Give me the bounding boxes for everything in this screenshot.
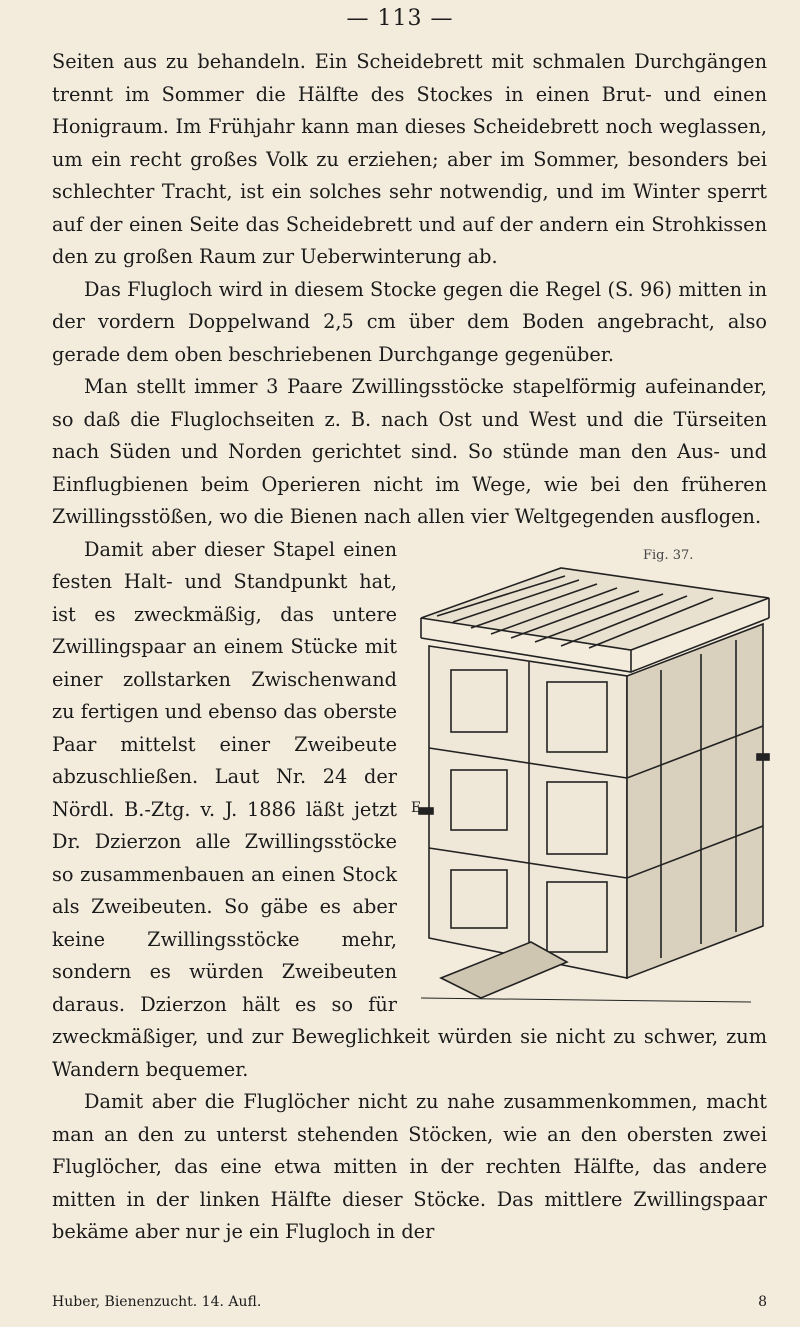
paragraph-4	[52, 534, 767, 1087]
paragraph-1: Seiten aus zu behandeln. Ein Scheidebrett mit schmalen Durchgängen trennt im Sommer die Hälfte des Stockes in einen Brut- und einen Honigraum. Im Frühjahr kann man dieses Scheidebrett noch weglassen, um ein recht großes Volk zu erziehen; aber im Sommer, besonders bei schlechter Tracht, ist ein solches sehr notwendig, und im Winter sperrt auf der einen Seite das Scheidebrett und auf der andern ein Strohkissen den zu großen Raum zur Ueberwinterung ab.	[52, 50, 767, 268]
footer-source: Huber, Bienenzucht. 14. Aufl.	[52, 1294, 262, 1310]
paragraph-5: Damit aber die Fluglöcher nicht zu nahe zusammenkommen, macht man an den zu unterst stehenden Stöcken, wie an den obersten zwei Fluglöcher, das eine etwa mitten in der rechten Hälfte, das andere mitten in der linken Hälfte dieser Stöcke. Das mittlere Zwillingspaar bekäme aber nur je ein Flugloch in der	[52, 1090, 767, 1243]
page-number: — 113 —	[346, 6, 454, 31]
paragraph-4-text: Damit aber dieser Stapel einen festen Halt- und Standpunkt hat, ist es zweckmäßig, das untere Zwillingspaar an einem Stücke mit einer zollstarken Zwischenwand zu fertigen und ebenso das oberste Paar mittelst einer Zweibeute abzuschließen. Laut Nr. 24 der Nördl. B.-Ztg. v. J. 1886 läßt jetzt Dr. Dzierzon alle Zwillingsstöcke so zusammenbauen an einen Stock als Zweibeuten. So gäbe es aber keine Zwillingsstöcke mehr, sondern es würden Zweibeuten daraus. Dzierzon hält es so für zweckmäßiger, und zur Beweglichkeit würden sie nicht zu schwer, zum Wandern bequemer.	[52, 537, 767, 1081]
figure-marker-e: E	[411, 799, 422, 816]
paragraph-3: Man stellt immer 3 Paare Zwillingsstöcke stapelförmig aufeinander, so daß die Fluglochseiten z. B. nach Ost und West und die Türseiten nach Süden und Norden gerichtet sind. So stünde man den Aus- und Einflugbienen beim Operieren nicht im Wege, wie bei den früheren Zwillingsstößen, wo die Bienen nach allen vier Weltgegenden ausflogen.	[52, 375, 767, 528]
figure-label: Fig. 37.	[643, 547, 694, 563]
footer-signature: 8	[758, 1294, 767, 1310]
paragraph-2: Das Flugloch wird in diesem Stocke gegen die Regel (S. 96) mitten in der vordern Doppelwand 2,5 cm über dem Boden angebracht, also gerade dem oben beschriebenen Durchgange gegenüber.	[52, 277, 767, 366]
page-footer	[52, 1294, 767, 1310]
beehive-stack-illustration	[411, 558, 773, 1014]
figure-beehive-stack	[411, 544, 773, 1014]
body-text	[52, 46, 767, 1249]
